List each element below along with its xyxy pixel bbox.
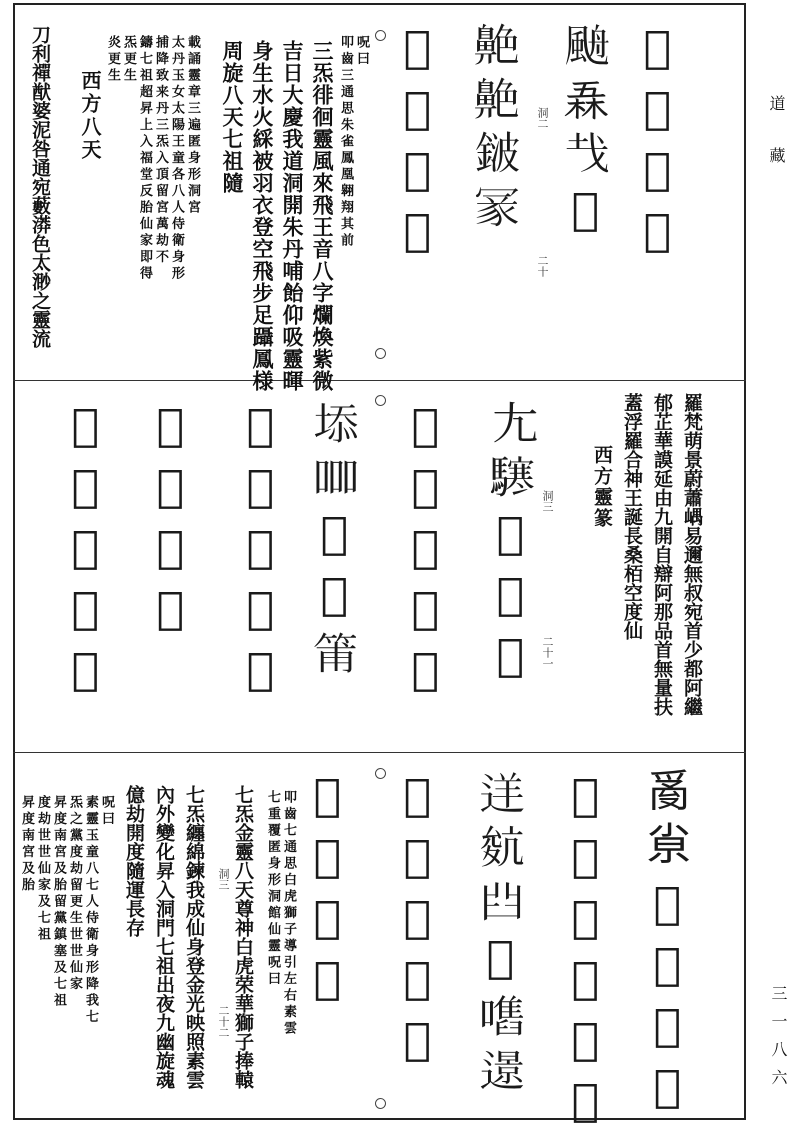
column-mark: 洞三 (217, 868, 230, 890)
seal-column: 𦫱𦫱𨨏𠖔 (468, 22, 523, 238)
seal-column: 𡗄𩦊𦦏𧧢𢽏 (233, 400, 288, 705)
section-heading: 西方八天 (78, 70, 102, 162)
seal-column: 𤔔𡭴𦥷𦰯𧭔𦱢 (640, 770, 695, 1122)
column-mark: 二十 (536, 255, 549, 277)
text-column: 蓋浮羅合神王誕長桑栢空度仙 (621, 393, 643, 640)
collection-label: 道藏 (767, 95, 786, 199)
binding-hole (375, 348, 386, 359)
binding-hole (375, 30, 386, 41)
page-number: 三一八六 (769, 985, 788, 1097)
text-column: 七炁金靈八天尊神白虎荣華獅子捧轅 (232, 785, 254, 1089)
seal-column: 𦾛𡙊𨠪𧪁𠎚 (58, 400, 113, 705)
note-column: 載誦靈章三遍匿身形洞宮 (185, 35, 200, 217)
seal-column: 𠛺𨗟𦥒𩗎𧦦 (390, 770, 445, 1075)
text-column: 羅梵萌景蔚蕭嵎易邇無叔宛首少都阿繼 (681, 393, 703, 716)
seal-column: 𥴳𧭢𨗇𡕢 (143, 400, 198, 644)
text-column: 郁芷華謨延由九開自辯阿那品首無量扶 (651, 393, 673, 716)
binding-hole (375, 768, 386, 779)
note-column: 度劫世世仙家及七祖 (35, 795, 50, 944)
seal-column: 𨗇𨗇𨗇𠎚𠎛 (398, 400, 453, 705)
note-column: 鑄七祖超昇上入福堂反胎仙家即得 (137, 35, 152, 283)
incantation-column: 刀利禪猷婆泥咎通宛藪漭色太渺之靈流 (29, 25, 51, 348)
panel-divider (13, 380, 746, 381)
seal-column: 𩗋𠄻𢦏𠟹 (558, 22, 613, 245)
note-column: 炁更生 (121, 35, 136, 85)
seal-column: 𡍞𠱠𨗇𠓘𥮉 (307, 400, 362, 684)
text-column: 億劫開度隨運長存 (123, 785, 145, 937)
column-mark: 二十二 (217, 1005, 230, 1038)
seal-column: 𦖌𥤽𦦘𦽊 (390, 22, 445, 266)
column-mark: 二十一 (541, 636, 554, 669)
panel-divider (13, 752, 746, 753)
section-heading: 西方靈篆 (591, 445, 613, 529)
note-column: 叩齒三通思朱雀鳳凰翱翔其前 (338, 35, 353, 250)
text-column: 吉日大慶我道洞開朱丹哺飴仰吸靈暉 (280, 40, 305, 392)
text-column: 內外變化昇入洞門七祖出夜九幽旋魂 (153, 785, 175, 1089)
note-column: 呪曰 (354, 35, 369, 68)
note-column: 太丹玉女太陽王童各八人侍衛身形 (169, 35, 184, 283)
text-column: 身生水火綵被羽衣登空飛步足躡鳳様 (250, 40, 275, 392)
text-column: 七炁纏綿鍊我成仙身登金光映照素雲 (183, 785, 205, 1089)
binding-hole (375, 395, 386, 406)
seal-column: 𡯁𩦊𦑷𡢐𧫂 (483, 400, 538, 691)
note-column: 七重覆匿身形洞館仙靈呪曰 (265, 790, 280, 988)
text-column: 周旋八天七祖隨 (220, 40, 245, 194)
seal-column: 𨠹𩧐𡘋𨓏𨎜𨁁 (558, 770, 613, 1136)
note-column: 炎更生 (105, 35, 120, 85)
seal-column: 𨒫𡕬𦥒𥹗𡁫𨗈 (473, 770, 528, 1101)
text-column: 三炁徘徊靈風來飛王音八字爛煥紫微 (310, 40, 335, 392)
seal-column: 𨔑𨖮𦫵𨖍 (300, 770, 355, 1014)
note-column: 炁之黨度劫留更生世世仙家 (67, 795, 82, 993)
binding-hole (375, 1098, 386, 1109)
note-column: 昇度南宮及胎留黨鎮塞及七祖 (51, 795, 66, 1010)
note-column: 呪曰 (99, 795, 114, 828)
seal-column: 𨒵𪓋𡿜𡗎 (630, 22, 685, 266)
column-mark: 洞三 (541, 490, 554, 512)
note-column: 叩齒七通思白虎獅子導引左右素雲 (281, 790, 296, 1038)
column-mark: 洞二 (536, 107, 549, 129)
note-column: 捕降致来丹三炁入頂留宮萬劫不 (153, 35, 168, 266)
note-column: 素靈玉童八七人侍衛身形降我七 (83, 795, 98, 1026)
note-column: 昇度南宮及胎 (19, 795, 34, 894)
